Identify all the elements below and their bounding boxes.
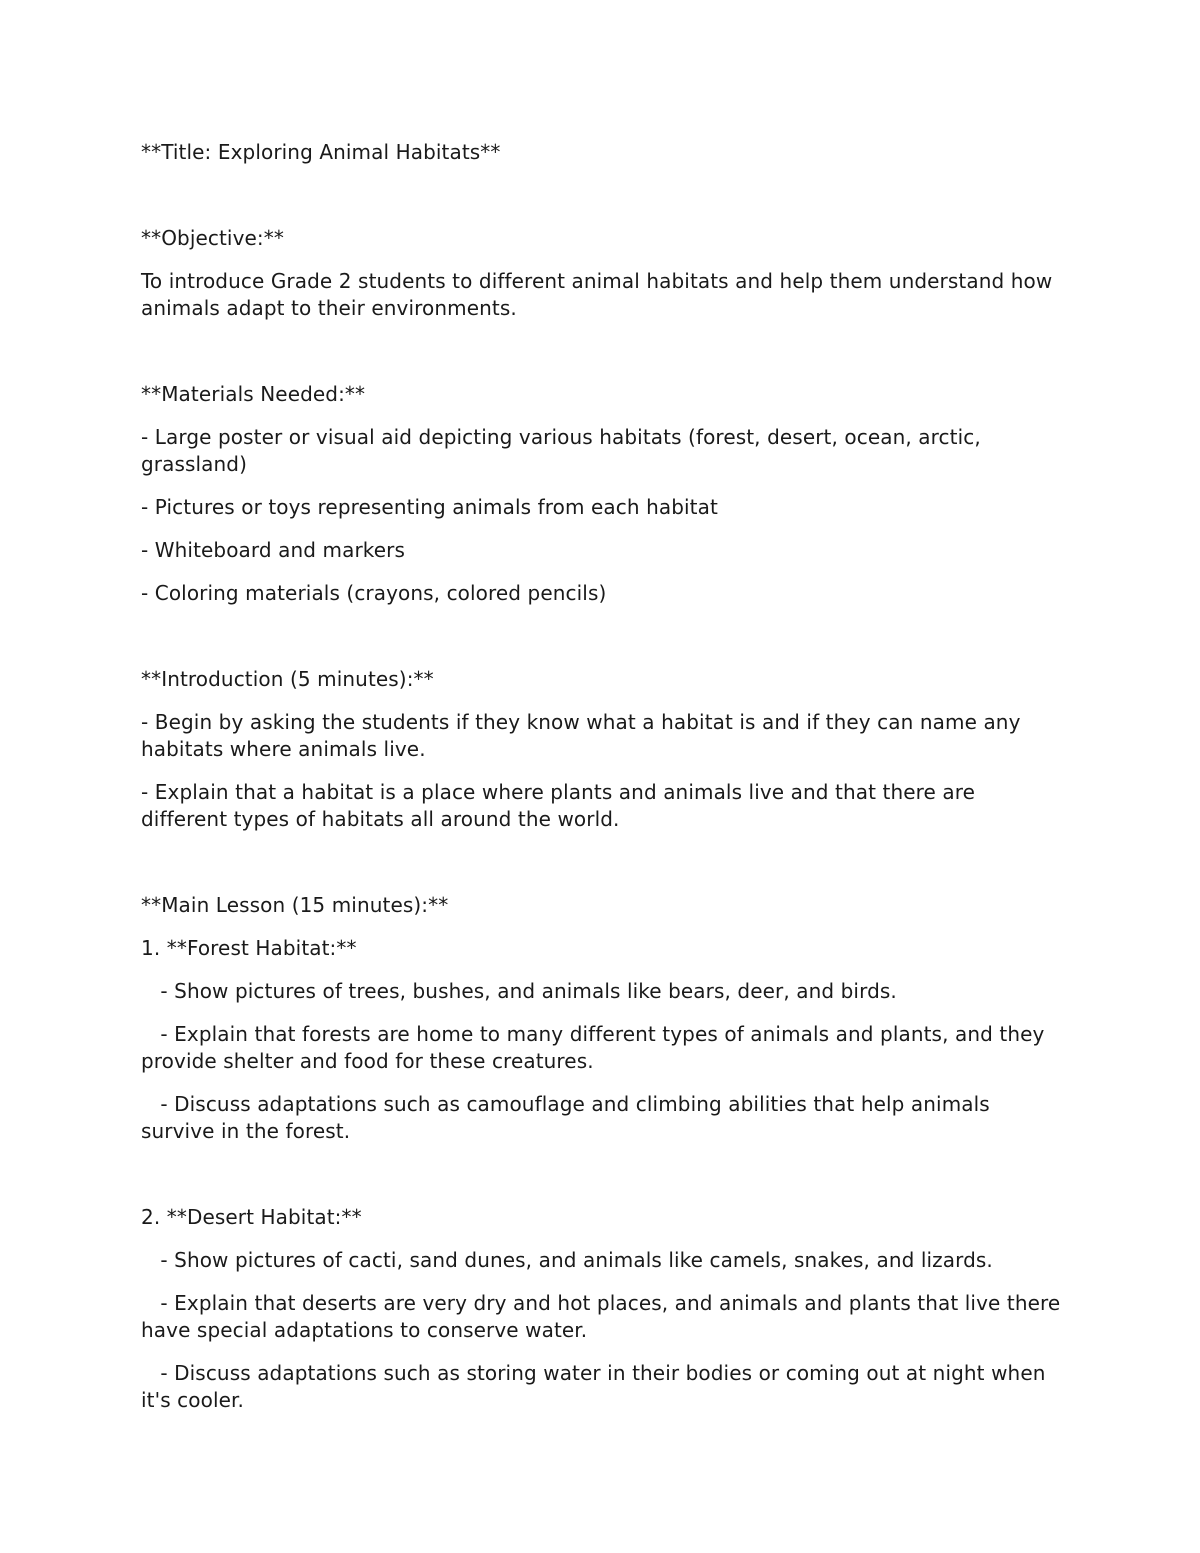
desert-item: - Explain that deserts are very dry and hot places, and animals and plants that live there have special adaptations to conserve water.	[141, 1291, 1067, 1342]
materials-item: - Coloring materials (crayons, colored pencils)	[141, 581, 607, 605]
introduction-item: - Begin by asking the students if they know what a habitat is and if they can name any habitats where animals live.	[141, 710, 1027, 761]
spacer	[141, 623, 1061, 666]
spacer	[141, 1161, 1061, 1204]
forest-heading: 1. **Forest Habitat:**	[141, 936, 357, 960]
introduction-item: - Explain that a habitat is a place where plants and animals live and that there are different types of habitats all around the world.	[141, 780, 982, 831]
introduction-heading: **Introduction (5 minutes):**	[141, 667, 434, 691]
objective-heading: **Objective:**	[141, 226, 284, 250]
spacer	[141, 182, 1061, 225]
desert-item: - Discuss adaptations such as storing water in their bodies or coming out at night when it's cooler.	[141, 1361, 1052, 1412]
document-title: **Title: Exploring Animal Habitats**	[141, 140, 501, 164]
materials-item: - Whiteboard and markers	[141, 538, 406, 562]
materials-item: - Pictures or toys representing animals from each habitat	[141, 495, 718, 519]
materials-item: - Large poster or visual aid depicting various habitats (forest, desert, ocean, arctic, grassland)	[141, 425, 988, 476]
main-lesson-heading: **Main Lesson (15 minutes):**	[141, 893, 449, 917]
forest-item: - Discuss adaptations such as camouflage and climbing abilities that help animals survive in the forest.	[141, 1092, 997, 1143]
spacer	[141, 338, 1061, 381]
spacer	[141, 849, 1061, 892]
forest-item: - Explain that forests are home to many different types of animals and plants, and they provide shelter and food for these creatures.	[141, 1022, 1051, 1073]
objective-text: To introduce Grade 2 students to different animal habitats and help them understand how animals adapt to their environments.	[141, 269, 1059, 320]
materials-heading: **Materials Needed:**	[141, 382, 366, 406]
document-body	[141, 139, 1067, 1430]
desert-item: - Show pictures of cacti, sand dunes, and animals like camels, snakes, and lizards.	[141, 1248, 993, 1272]
forest-item: - Show pictures of trees, bushes, and animals like bears, deer, and birds.	[141, 979, 897, 1003]
desert-heading: 2. **Desert Habitat:**	[141, 1205, 362, 1229]
